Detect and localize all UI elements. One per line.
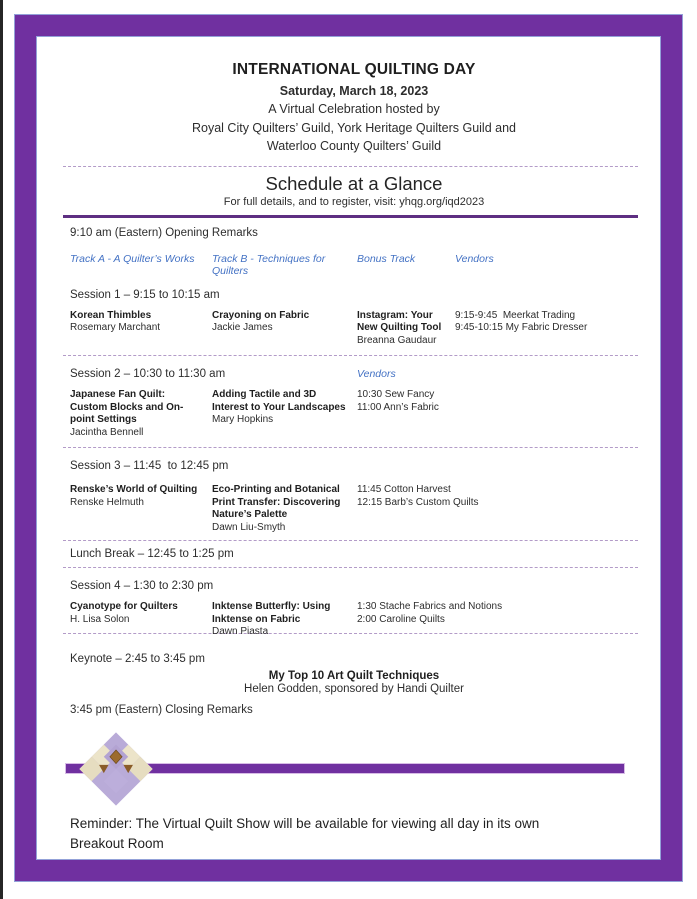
course-title: Crayoning on Fabric bbox=[212, 309, 310, 321]
vendor-line: 11:00 Ann’s Fabric bbox=[357, 401, 439, 413]
vendor-line: 1:30 Stache Fabrics and Notions bbox=[357, 601, 503, 612]
course-title: Inktense Butterfly: Using Inktense on Fabric bbox=[212, 601, 331, 625]
schedule-header bbox=[70, 173, 638, 208]
presenter-name: Rosemary Marchant bbox=[70, 322, 161, 333]
presenter-name: Jackie James bbox=[212, 322, 273, 333]
hosted-line: Waterloo County Quilters’ Guild bbox=[266, 139, 442, 153]
session-1-vendors bbox=[455, 310, 640, 348]
session-4-row bbox=[70, 601, 638, 639]
course-title: Adding Tactile and 3D Interest to Your Landscapes bbox=[212, 389, 346, 413]
dashed-divider bbox=[63, 355, 638, 356]
track-header-row bbox=[70, 253, 638, 277]
opening-remarks: 9:10 am (Eastern) Opening Remarks bbox=[70, 226, 258, 239]
vendor-line: 2:00 Caroline Quilts bbox=[357, 613, 445, 625]
presenter-name: Mary Hopkins bbox=[212, 414, 274, 425]
session-3-heading: Session 3 – 11:45 to 12:45 pm bbox=[70, 460, 229, 472]
session-4-vendors bbox=[357, 601, 640, 639]
vendors-label: Vendors bbox=[357, 368, 396, 380]
track-header-a: Track A - A Quilter’s Works bbox=[70, 252, 195, 265]
course-title: Korean Thimbles bbox=[70, 309, 152, 321]
session-1-track-b bbox=[212, 310, 357, 348]
schedule-title: Schedule at a Glance bbox=[265, 172, 443, 194]
dashed-divider bbox=[63, 567, 638, 568]
session-1-row bbox=[70, 310, 638, 348]
vendor-line: 9:15-9:45 Meerkat Trading bbox=[455, 309, 576, 321]
vendor-line: 11:45 Cotton Harvest bbox=[357, 484, 451, 495]
reminder-line: Breakout Room bbox=[70, 835, 164, 851]
vendor-line: 9:45-10:15 My Fabric Dresser bbox=[455, 322, 588, 333]
track-header-bonus: Bonus Track bbox=[357, 252, 416, 265]
session-4-track-b bbox=[212, 601, 357, 639]
session-4-track-a bbox=[70, 601, 212, 639]
presenter-name: Dawn Piasta bbox=[212, 626, 269, 637]
session-1-track-a bbox=[70, 310, 212, 348]
quilt-block-icon bbox=[78, 730, 154, 808]
track-header-vendors: Vendors bbox=[455, 252, 494, 265]
course-title: Eco-Printing and Botanical Print Transfer: Discovering Nature’s Palette bbox=[212, 484, 341, 520]
hosted-line: A Virtual Celebration hosted by bbox=[268, 102, 440, 116]
presenter-name: H. Lisa Solon bbox=[70, 613, 130, 625]
event-title: INTERNATIONAL QUILTING DAY bbox=[232, 61, 476, 78]
purple-frame bbox=[14, 14, 683, 882]
presenter-name: Dawn Liu-Smyth bbox=[212, 521, 286, 533]
keynote-speaker: Helen Godden, sponsored by Handi Quilter bbox=[244, 682, 464, 695]
vendor-line: 10:30 Sew Fancy bbox=[357, 389, 435, 400]
course-title: Renske’s World of Quilting bbox=[70, 484, 198, 495]
keynote-heading: Keynote – 2:45 to 3:45 pm bbox=[70, 652, 205, 665]
keynote-block bbox=[70, 670, 638, 695]
presenter-name: Breanna Gaudaur bbox=[357, 334, 437, 346]
dashed-divider bbox=[63, 166, 638, 167]
window-edge bbox=[0, 0, 3, 899]
course-title: Instagram: Your New Quilting Tool bbox=[357, 309, 442, 333]
presenter-name: Renske Helmuth bbox=[70, 496, 144, 508]
session-3-track-a bbox=[70, 484, 212, 534]
session-1-bonus bbox=[357, 310, 455, 348]
solid-divider bbox=[63, 215, 638, 218]
session-1-heading: Session 1 – 9:15 to 10:15 am bbox=[70, 288, 220, 301]
session-2-heading-row bbox=[70, 368, 638, 380]
closing-remarks: 3:45 pm (Eastern) Closing Remarks bbox=[70, 703, 253, 716]
dashed-divider bbox=[63, 540, 638, 541]
session-2-heading: Session 2 – 10:30 to 11:30 am bbox=[70, 368, 226, 380]
track-header-b: Track B - Techniques for Quilters bbox=[212, 252, 326, 277]
session-4-heading: Session 4 – 1:30 to 2:30 pm bbox=[70, 580, 214, 592]
reminder-text bbox=[70, 814, 638, 854]
event-date: Saturday, March 18, 2023 bbox=[279, 84, 429, 98]
footer-art bbox=[70, 732, 638, 810]
session-2-vendors bbox=[357, 389, 640, 439]
presenter-name: Jacintha Bennell bbox=[70, 426, 144, 438]
course-title: Japanese Fan Quilt: Custom Blocks and On-point Settings bbox=[70, 389, 184, 425]
session-3-track-b bbox=[212, 484, 357, 534]
lunch-break: Lunch Break – 12:45 to 1:25 pm bbox=[70, 548, 234, 560]
vendor-line: 12:15 Barb’s Custom Quilts bbox=[357, 496, 479, 508]
session-3-vendors bbox=[357, 484, 640, 534]
document-content bbox=[37, 37, 660, 854]
register-note: For full details, and to register, visit: yhqg.org/iqd2023 bbox=[223, 195, 485, 208]
reminder-line: Reminder: The Virtual Quilt Show will be available for viewing all day in its own bbox=[70, 815, 540, 831]
course-title: Cyanotype for Quilters bbox=[70, 601, 178, 612]
dashed-divider bbox=[63, 447, 638, 448]
keynote-title: My Top 10 Art Quilt Techniques bbox=[268, 669, 440, 682]
session-3-row bbox=[70, 484, 638, 534]
hosted-line: Royal City Quilters’ Guild, York Heritage Quilters Guild and bbox=[192, 120, 516, 135]
session-2-track-a bbox=[70, 389, 212, 439]
document-body bbox=[36, 36, 661, 860]
session-2-row bbox=[70, 389, 638, 439]
session-2-track-b bbox=[212, 389, 357, 439]
document-header bbox=[70, 61, 638, 156]
